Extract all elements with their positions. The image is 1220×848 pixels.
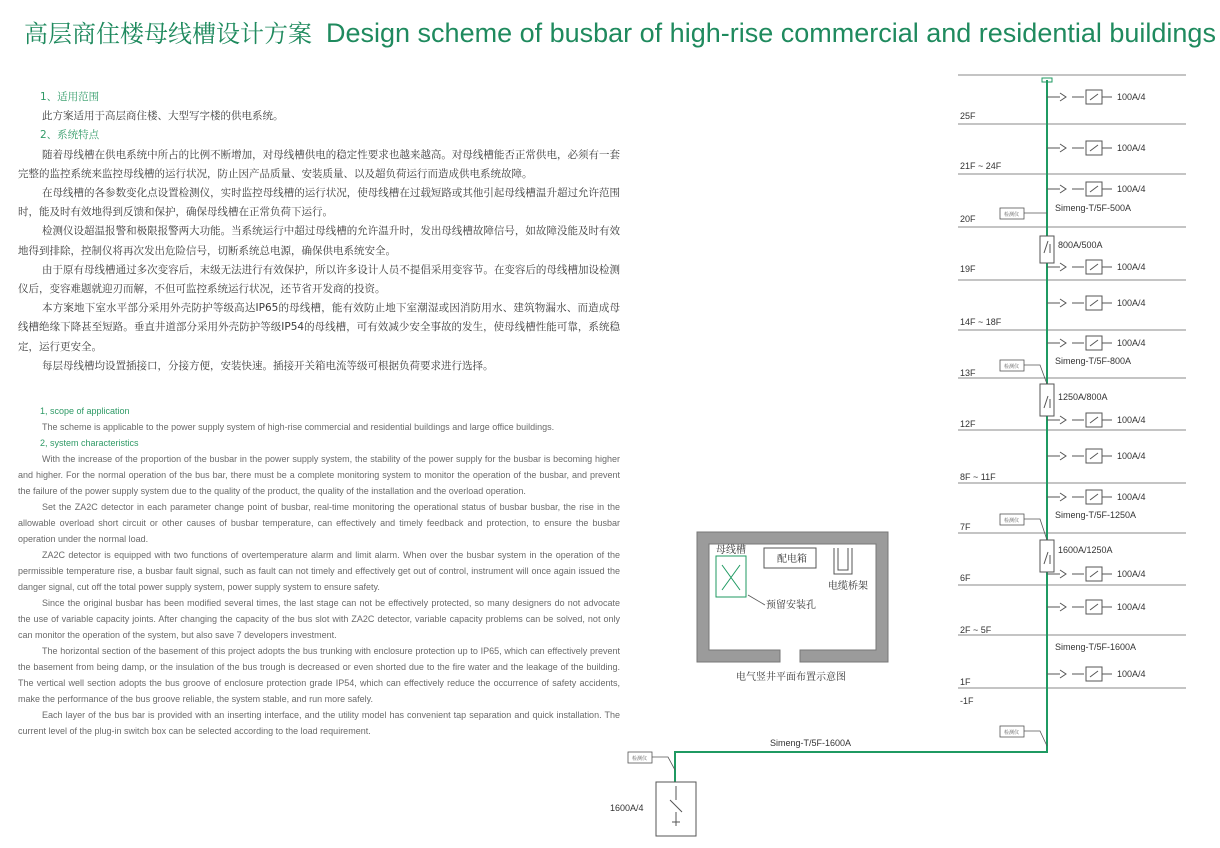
label-cable-tray: 电缆桥架 [828,581,868,592]
tap-label: 100A/4 [1117,143,1146,153]
tap-label: 100A/4 [1117,262,1146,272]
tap-label: 100A/4 [1117,492,1146,502]
detector-group [628,208,1047,770]
floor-label: 13F [960,368,976,378]
floor-label: 20F [960,214,976,224]
paragraph: 此方案适用于高层商住楼、大型写字楼的供电系统。 [42,110,284,123]
cable-tray [834,548,852,574]
tap-label: 100A/4 [1117,669,1146,679]
paragraph: The scheme is applicable to the power supply system of high-rise commercial and residential buildings and large office buildings. [42,422,555,432]
floor-label: 19F [960,264,976,274]
segment-label-800: Simeng-T/5F-800A [1055,356,1132,366]
paragraph: Set the ZA2C detector in each parameter change point of busbar, real-time monitoring the operational status of busbar busbar, the rise in the allowable overload short circuit or other causes of busbar temperature, can effectively and timely feedback and protection, to ensure the busbar operation under the normal load. [18,502,620,544]
paragraph: 在母线槽的各参数变化点设置检测仪，实时监控母线槽的运行状况，使母线槽在过载短路或其他引起母线槽温升超过允许范围时，能及时有效地得到反馈和保护，确保母线槽在正常负荷下运行。 [18,187,620,219]
tap-label: 100A/4 [1117,92,1146,102]
detector-label: 检测仪 [1004,730,1020,736]
floor-plan-caption: 电气竖井平面布置示意图 [736,672,846,683]
detector-label: 检测仪 [632,756,648,762]
floor-label: 7F [960,522,971,532]
paragraph: 本方案地下室水平部分采用外壳防护等级高达IP65的母线槽，能有效防止地下室潮湿或因消防用水、建筑物漏水、而造成母线槽绝缘下降甚至短路。垂直井道部分采用外壳防护等级IP54的母线槽，可有效减少安全事故的发生，使母线槽性能可靠，系统稳定，运行更安全。 [18,302,620,353]
tap-branch [1047,90,1112,681]
label-distribution-box: 配电箱 [777,554,807,565]
floor-label: -1F [960,696,974,706]
title-en: Design scheme of busbar of high-rise commercial and residential buildings [326,18,1216,48]
reducer-label-1250-800: 1250A/800A [1058,392,1108,402]
paragraph: 由于原有母线槽通过多次变容后，末级无法进行有效保护，所以许多设计人员不提倡采用变容节。在变容后的母线槽加设检测仪后，变容难题就迎刃而解，不但可监控系统运行状况，还节省开发商的投资。 [18,263,620,296]
floor-label: 2F ~ 5F [960,625,992,635]
reducer-label-1600-1250: 1600A/1250A [1058,545,1113,555]
floor-label: 8F ~ 11F [960,472,996,482]
reducer-box [1040,236,1054,263]
busbar-cross [722,565,740,590]
floor-label: 14F ~ 18F [960,317,1002,327]
paragraph: The horizontal section of the basement of this project adopts the bus trunking with enclosure protection up to IP65, which can effectively prevent the basement from being damp, or the insulation of the bus trough is decreased or even shorted due to the fire water and the leakage of the building. The vertical well section adopts the bus groove of enclosure protection grade IP54, which can effectively reduce the occurrence of safety accidents, make the performance of the bus groove reliable, the system stable, and run more safely. [18,646,620,704]
tap-label: 100A/4 [1117,451,1146,461]
paragraph: 检测仪设超温报警和极限报警两大功能。当系统运行中超过母线槽的允许温升时，发出母线槽故障信号，如故障没能及时有效地得到排除，控制仪将再次发出危险信号，切断系统总电源，确保供电系统安全。 [18,225,620,257]
tap-label: 100A/4 [1117,415,1146,425]
floor-label: 12F [960,419,976,429]
tap-label: 100A/4 [1117,602,1146,612]
tap-label: 100A/4 [1117,338,1146,348]
paragraph: Each layer of the bus bar is provided with an inserting interface, and the utility model has convenient tap separation and quick installation. The current level of the plug-in switch box can be selected according to the load requirement. [18,710,620,736]
floor-label: 21F ~ 24F [960,161,1002,171]
paragraph: ZA2C detector is equipped with two functions of overtemperature alarm and limit alarm. When over the busbar system in the operation of the permissible temperature rise, a busbar fault signal, such as fault can not timely and effectively get out of control, instrument will once again issued the danger signal, cut off the total power supply system, power supply system to ensure safety. [18,550,620,592]
detector-label: 检测仪 [1004,518,1020,524]
paragraph: 每层母线槽均设置插接口，分接方便，安装快速。插接开关箱电流等级可根据负荷要求进行选择。 [42,359,494,372]
tap-label: 100A/4 [1117,298,1146,308]
segment-label-500: Simeng-T/5F-500A [1055,203,1132,213]
detector-label: 检测仪 [1004,212,1020,218]
hole-leader [748,595,765,605]
label-reserved-hole: 预留安装孔 [766,600,816,611]
segment-label-1600-horizontal: Simeng-T/5F-1600A [770,738,852,748]
riser-diagram [610,75,1186,836]
shaft-floor-plan [697,532,888,683]
main-breaker-label: 1600A/4 [610,803,644,813]
reducer-label-800-500: 800A/500A [1058,240,1103,250]
heading-scope-en: 1, scope of application [40,406,130,416]
label-busbar: 母线槽 [716,545,746,556]
title-cn: 高层商住楼母线槽设计方案 [24,20,312,48]
floor-label: 6F [960,573,971,583]
paragraph: 随着母线槽在供电系统中所占的比例不断增加，对母线槽供电的稳定性要求也越来越高。对母线槽能否正常供电，必须有一套完整的监控系统来监控母线槽的运行状况，防止因产品质量、安装质量、以及超负荷运行而造成供电系统故障。 [18,148,620,180]
paragraph: With the increase of the proportion of the busbar in the power supply system, the stability of the power supply for the busbar is becoming higher and higher. For the normal operation of the bus bar, there must be a complete monitoring system to monitor the operation of the busbar, and prevent the failure of the power supply system due to the quality of the product, the quality of the installation and the overload operation. [18,454,620,496]
vertical-busbar [675,80,1047,782]
tap-label: 100A/4 [1117,184,1146,194]
heading-features-cn: 2、系统特点 [40,129,100,142]
detector-label: 检测仪 [1004,364,1020,370]
heading-features-en: 2, system characteristics [40,438,139,448]
busbar-box [716,556,746,597]
floor-label: 25F [960,111,976,121]
floor-label: 1F [960,677,971,687]
segment-label-1600: Simeng-T/5F-1600A [1055,642,1137,652]
heading-scope-cn: 1、适用范围 [40,91,100,103]
tap-label: 100A/4 [1117,569,1146,579]
paragraph: Since the original busbar has been modified several times, the last stage can not be effectively protected, so many designers do not advocate the use of variable capacity joints. After changing the capacity of the bus slot with ZA2C detector, variable capacity problems can be solved, not only can monitor the operation of the system, but also save 7 developers investment. [18,598,620,640]
segment-label-1250: Simeng-T/5F-1250A [1055,510,1137,520]
